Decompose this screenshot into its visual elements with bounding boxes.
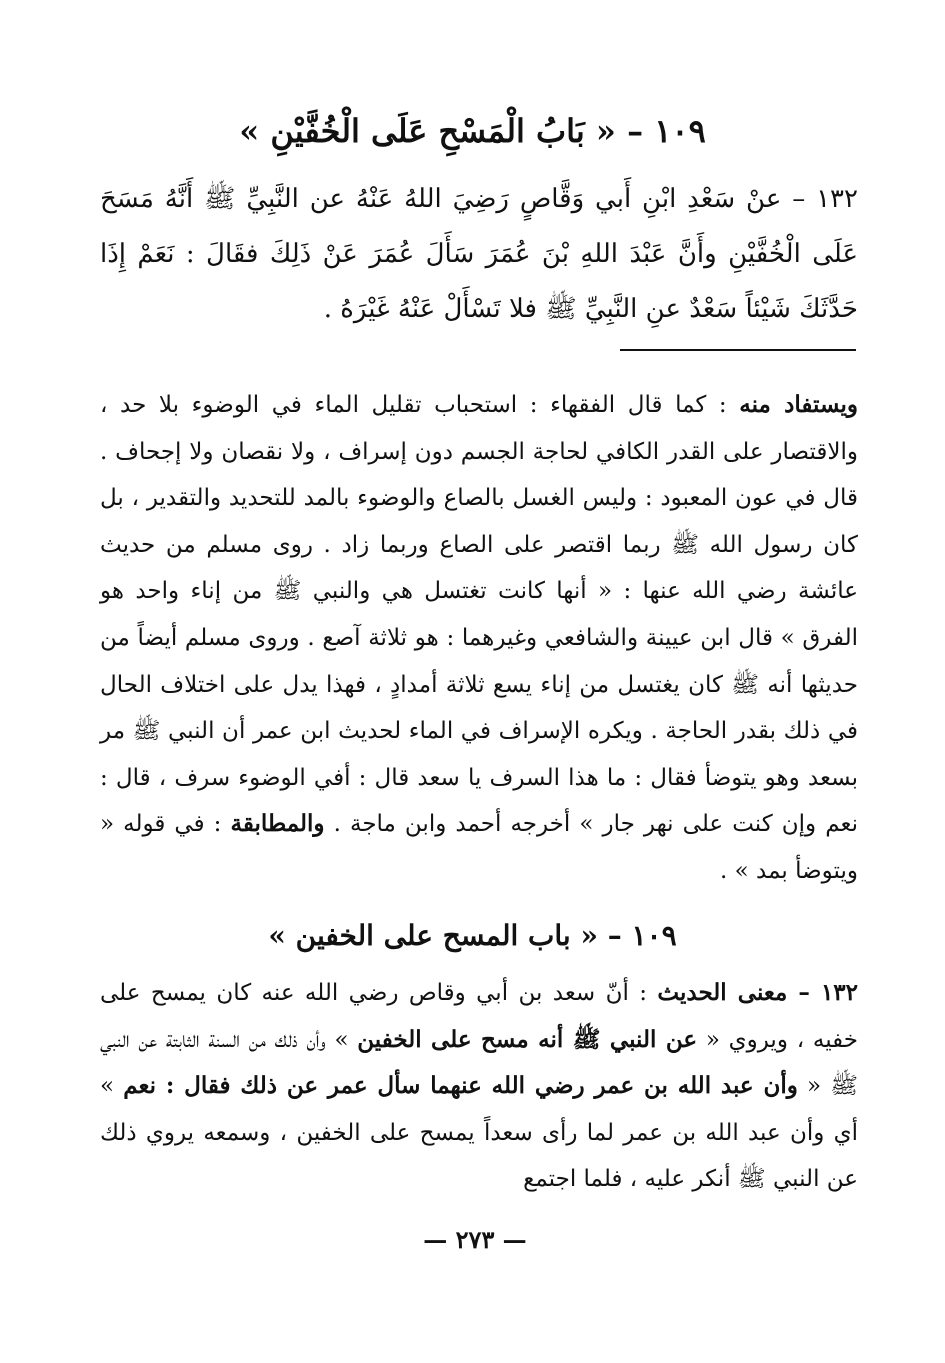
hadith-text: ١٣٢ – عنْ سَعْدِ ابْنِ أَبي وَقَّاصٍ رَضِيَ اللهُ عَنْهُ عن النَّبِيِّ ﷺ أَنَّهُ مَسَحَ عَلَى الْخُفَّيْنِ وأَنَّ عَبْدَ اللهِ بْنَ عُمَرَ سَأَلَ عُمَرَ عَنْ ذَلِكَ فقَالَ : نَعَمْ إِذَا حَدَّثَكَ شَيْئاً سَعْدٌ عنِ النَّبِيِّ ﷺ فلا تَسْأَلْ عَنْهُ غَيْرَهُ . [100, 184, 858, 324]
match-text: : في قوله « ويتوضأ بمد » . [100, 811, 858, 884]
meaning-lead: ١٣٢ – معنى الحديث [657, 979, 859, 1006]
meaning-text-1: : أنّ سعد بن أبي وقاص رضي الله عنه كان يمسح على خفيه ، ويروي « [100, 980, 858, 1053]
separator-line [620, 349, 856, 351]
meaning-text-2: » وأن ذلك من السنة الثابتة عن النبي ﷺ « [100, 1026, 859, 1099]
meaning-quote-1: عن النبي ﷺ أنه مسح على الخفين [357, 1025, 698, 1053]
meaning-quote-2: وأن عبد الله بن عمر رضي الله عنهما سأل عمر عن ذلك فقال : نعم [123, 1072, 798, 1099]
commentary-lead: ويستفاد منه [739, 391, 858, 418]
match-label: والمطابقة [230, 810, 325, 838]
page-number: — ٢٧٣ — [423, 1225, 527, 1254]
section-heading: ١٠٩ – « باب المسح على الخفين » [268, 919, 677, 952]
meaning-text-3: » أي وأن عبد الله بن عمر لما رأى سعداً يمسح على الخفين ، وسمعه يروي ذلك عن النبي ﷺ أنكر عليه ، فلما اجتمع [100, 1073, 858, 1192]
commentary-paragraph [100, 382, 858, 895]
meaning-paragraph [100, 970, 858, 1203]
commentary-text: : كما قال الفقهاء : استحباب تقليل الماء في الوضوء بلا حد ، والاقتصار على القدر الكافي لحاجة الجسم دون إسراف ، ولا نقصان ولا إجحاف . قال في عون المعبود : وليس الغسل بالصاع والوضوء بالمد للتحديد والتقدير ، بل كان رسول الله ﷺ ربما اقتصر على الصاع وربما زاد . روى مسلم من حديث عائشة رضي الله عنها : « أنها كانت تغتسل هي والنبي ﷺ من إناء واحد هو الفرق » قال ابن عيينة والشافعي وغيرهما : هو ثلاثة آصع . وروى مسلم أيضاً من حديثها أنه ﷺ كان يغتسل من إناء يسع ثلاثة أمدادٍ ، فهذا يدل على اختلاف الحال في ذلك بقدر الحاجة . ويكره الإسراف في الماء لحديث ابن عمر أن النبي ﷺ مر بسعد وهو يتوضأ فقال : ما هذا السرف يا سعد قال : أفي الوضوء سرف ، قال : نعم وإن كنت على نهر جار » أخرجه أحمد وابن ماجة . [100, 392, 859, 838]
chapter-heading: ١٠٩ – « بَابُ الْمَسْحِ عَلَى الْخُفَّيْنِ » [239, 112, 706, 150]
